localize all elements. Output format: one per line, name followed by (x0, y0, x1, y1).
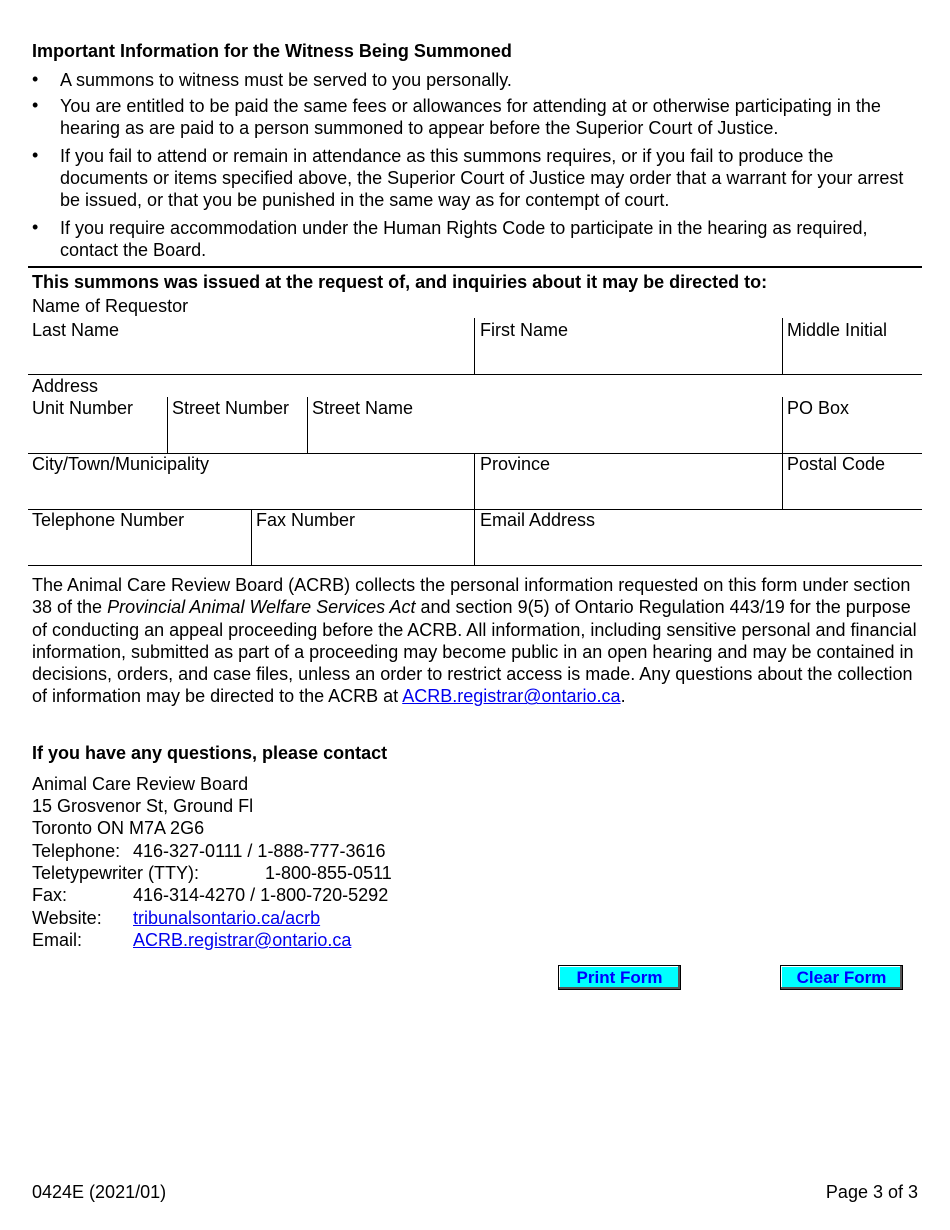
bullet-item: You are entitled to be paid the same fees or allowances for attending at or otherwise participating in the hearing as are paid to a person summoned to appear before the Superior Court of Justice. (60, 96, 881, 138)
email-label: Email Address (480, 510, 596, 530)
fax-value: 416-314-4270 / 1-800-720-5292 (133, 885, 389, 905)
tty-label: Teletypewriter (TTY): (32, 863, 200, 883)
first-name-label: First Name (480, 320, 569, 340)
field-divider (782, 453, 783, 509)
field-divider (782, 318, 783, 374)
name-of-requestor-label: Name of Requestor (32, 296, 189, 316)
website-label: Website: (32, 908, 102, 928)
field-divider (474, 509, 475, 565)
street-name-label: Street Name (312, 398, 414, 418)
street-number-label: Street Number (172, 398, 290, 418)
form-number: 0424E (2021/01) (32, 1182, 167, 1202)
unit-number-label: Unit Number (32, 398, 134, 418)
privacy-text-part1: The Animal Care Review Board (ACRB) collects the personal information requested on this form under section 38 of the (32, 575, 911, 618)
field-divider (167, 397, 168, 453)
last-name-field[interactable] (30, 341, 472, 373)
middle-initial-field[interactable] (786, 341, 920, 373)
fax-field[interactable] (254, 532, 472, 564)
privacy-email-link[interactable]: ACRB.registrar@ontario.ca (402, 686, 621, 707)
print-form-button[interactable]: Print Form (558, 965, 681, 990)
street-number-field[interactable] (170, 420, 304, 452)
contact-city: Toronto ON M7A 2G6 (32, 818, 205, 838)
middle-initial-label: Middle Initial (787, 320, 888, 340)
po-box-label: PO Box (787, 398, 850, 418)
field-divider (307, 397, 308, 453)
postal-code-label: Postal Code (787, 454, 886, 474)
field-divider (251, 509, 252, 565)
city-label: City/Town/Municipality (32, 454, 210, 474)
row-divider (28, 565, 922, 566)
bullet-icon: • (32, 145, 39, 165)
requestor-heading: This summons was issued at the request of, and inquiries about it may be directed to: (32, 272, 768, 292)
clear-form-button[interactable]: Clear Form (780, 965, 903, 990)
contact-org: Animal Care Review Board (32, 774, 249, 794)
bullet-icon: • (32, 69, 39, 89)
contact-heading: If you have any questions, please contact (32, 743, 388, 763)
po-box-field[interactable] (786, 420, 920, 452)
row-divider (28, 374, 922, 375)
website-link[interactable]: tribunalsontario.ca/acrb (133, 908, 321, 928)
unit-number-field[interactable] (30, 420, 164, 452)
telephone-value: 416-327-0111 / 1-888-777-3616 (133, 841, 386, 861)
field-divider (782, 397, 783, 453)
info-heading: Important Information for the Witness Being Summoned (32, 41, 512, 61)
bullet-icon: • (32, 95, 39, 115)
first-name-field[interactable] (478, 341, 780, 373)
email-link[interactable]: ACRB.registrar@ontario.ca (133, 930, 352, 950)
privacy-text-part2: and section 9(5) of Ontario Regulation 443/19 for the purpose of conducting an appeal proceeding before the ACRB. All information, including sensitive personal and financial information, submitted as part of a proceeding may become public in an open hearing and may be contained in decisions, orders, and case files, unless an order to restrict access is made. Any questions about the collection of information may be directed to the ACRB at (32, 597, 917, 707)
act-title: Provincial Animal Welfare Services Act (107, 597, 416, 618)
field-divider (474, 453, 475, 509)
telephone-field[interactable] (30, 532, 248, 564)
page-number: Page 3 of 3 (825, 1182, 918, 1202)
postal-code-field[interactable] (786, 476, 920, 508)
telephone-label: Telephone Number (32, 510, 185, 530)
privacy-text-end: . (620, 686, 626, 707)
bullet-item: If you fail to attend or remain in attendance as this summons requires, or if you fail to produce the documents or items specified above, the Superior Court of Justice may order that a warrant for your arrest be issued, or that you be punished in the same way as for contempt of court. (60, 146, 904, 210)
field-divider (474, 318, 475, 374)
province-field[interactable] (478, 476, 780, 508)
email-field[interactable] (478, 532, 920, 564)
bullet-item: If you require accommodation under the Human Rights Code to participate in the hearing as required, contact the Board. (60, 218, 868, 260)
tty-value: 1-800-855-0511 (265, 863, 392, 883)
address-label: Address (32, 376, 99, 396)
email-label: Email: (32, 930, 83, 950)
last-name-label: Last Name (32, 320, 120, 340)
section-divider (28, 266, 922, 268)
contact-street: 15 Grosvenor St, Ground Fl (32, 796, 254, 816)
fax-label: Fax: (32, 885, 68, 905)
city-field[interactable] (30, 476, 472, 508)
street-name-field[interactable] (310, 420, 780, 452)
bullet-icon: • (32, 217, 39, 237)
province-label: Province (480, 454, 551, 474)
telephone-label: Telephone: (32, 841, 121, 861)
privacy-notice (32, 574, 922, 708)
bullet-item: A summons to witness must be served to you personally. (60, 70, 512, 90)
fax-label: Fax Number (256, 510, 356, 530)
